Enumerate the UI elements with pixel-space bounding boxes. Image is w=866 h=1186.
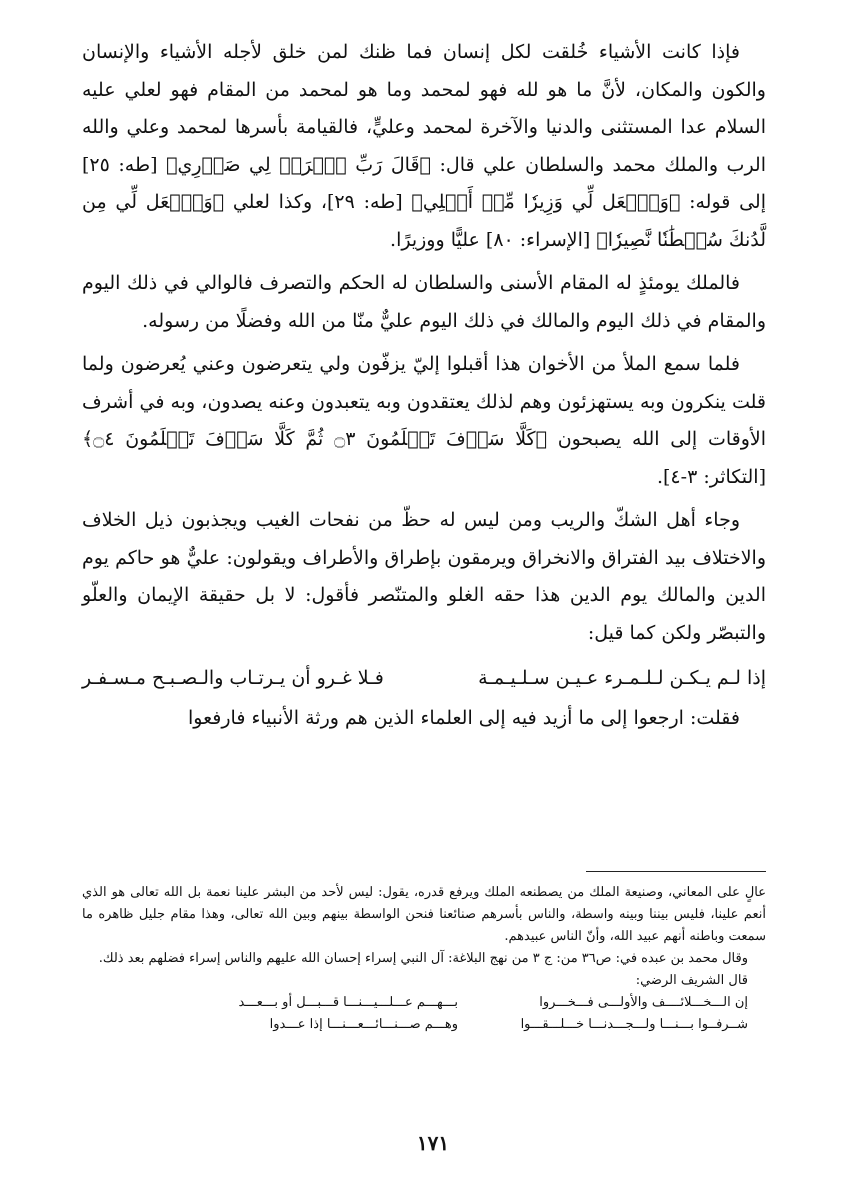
footnotes [82, 882, 766, 1036]
footnote-poem-line-1-first: إن الـــخـــلائــــف والأولـــى فـــخـــروا [539, 995, 748, 1010]
page-number: ١٧١ [416, 1131, 450, 1155]
poem-verse [82, 658, 766, 698]
footnote-poem-line-1 [82, 992, 766, 1014]
verse-first-hemistich: إذا لـم يـكـن لـلـمـرء عـيـن سـلـيـمـة [478, 667, 766, 689]
footnote-poem-line-2 [82, 1014, 766, 1036]
paragraph-3: فلما سمع الملأ من الأخوان هذا أقبلوا إليّ يزفّون ولي يتعرضون وعني يُعرضون ولما قلت ينكرون وبه يستهزئون وهم لذلك يعتقدون وبه يتعبدون وعنه يصدون، وبه في أشرف الأوقات إلى الله يصبحون ﴿كَلَّا سَوۡفَ تَعۡلَمُونَ ۝٣ ثُمَّ كَلَّا سَوۡفَ تَعۡلَمُونَ ۝٤﴾ [التكاثر: ٣-٤]. [82, 353, 766, 488]
closing-paragraph: فقلت: ارجعوا إلى ما أزيد فيه إلى العلماء الذين هم ورثة الأنبياء فارفعوا [188, 707, 740, 729]
footnote-poem-line-1-second: بـــهـــم عـــلـــيـــنـــا قـــبـــل أو بـــعـــد [238, 995, 458, 1010]
footnote-text-2: وقال محمد بن عبده في: ص٣٦ من: ج ٣ من نهج البلاغة: آل النبي إسراء إحسان الله عليهم والناس إسراء فضلهم بعد ذلك. [98, 951, 748, 966]
paragraph-2: فالملك يومئذٍ له المقام الأسنى والسلطان له الحكم والتصرف فالوالي في ذلك اليوم والمقام في ذلك اليوم والمالك في ذلك اليوم عليٌّ منّا من الله وفضلًا من رسوله. [82, 272, 766, 332]
main-text [82, 34, 766, 744]
footnote-poem-line-2-second: وهـــم صـــنـــائـــعـــنـــا إذا عـــدوا [269, 1017, 458, 1032]
paragraph-4: وجاء أهل الشكّ والريب ومن ليس له حظّ من نفحات الغيب ويجذبون ذيل الخلاف والاختلاف بيد الفتراق والانخراق ويرمقون بإطراق والأطراف ويقولون: عليٌّ هو حاكم يوم الدين والمالك يوم الدين هذا حقه الغلو والمتنّصر فأقول: لا بل حقيقة الإيمان والعلّو والتبصّر ولكن كما قيل: [82, 509, 766, 644]
footnote-poem-heading: قال الشريف الرضي: [635, 973, 748, 988]
paragraph-1: فإذا كانت الأشياء خُلقت لكل إنسان فما ظنك لمن خلق لأجله الأشياء والإنسان والكون والمكان، لأنَّ ما هو لله فهو لمحمد وما هو لمحمد من المقام فهو لعلي عليه السلام عدا المستثنى والدنيا والآخرة لمحمد وعليٍّ، فالقيامة بأسرها لمحمد وعلي والله الرب والملك محمد والسلطان علي قال: ﴿قَالَ رَبِّ ٱشۡرَحۡ لِي صَدۡرِي﴾ [طه: ٢٥] إلى قوله: ﴿وَٱجۡعَل لِّي وَزِيرٗا مِّنۡ أَهۡلِي﴾ [طه: ٢٩]، وكذا لعلي ﴿وَٱجۡعَل لِّي مِن لَّدُنكَ سُلۡطَٰنٗا نَّصِيرٗا﴾ [الإسراء: ٨٠] عليًّا ووزيرًا. [82, 41, 766, 251]
footnote-poem-line-2-first: شــرفــوا بـــنـــا ولـــجـــدنـــا خـــلـــقـــوا [520, 1017, 748, 1032]
footnote-text-1: عالٍ على المعاني، وصنيعة الملك من يصطنعه الملك ويرفع قدره، يقول: ليس لأحد من البشر علينا نعمة بل الله تعالى هو الذي أنعم علينا، فليس بيننا وبينه واسطة، والناس بأسرهم صنائعنا فنحن الواسطة بينهم وبين الله تعالى، وهذا مقام جليل ظاهره ما سمعت وباطنه أنهم عبيد الله، وأنّ الناس عبيدهم. [82, 885, 766, 944]
verse-second-hemistich: فـلا غـرو أن يـرتـاب والـصـبـح مـسـفـر [82, 667, 384, 689]
footnote-separator [586, 871, 766, 872]
